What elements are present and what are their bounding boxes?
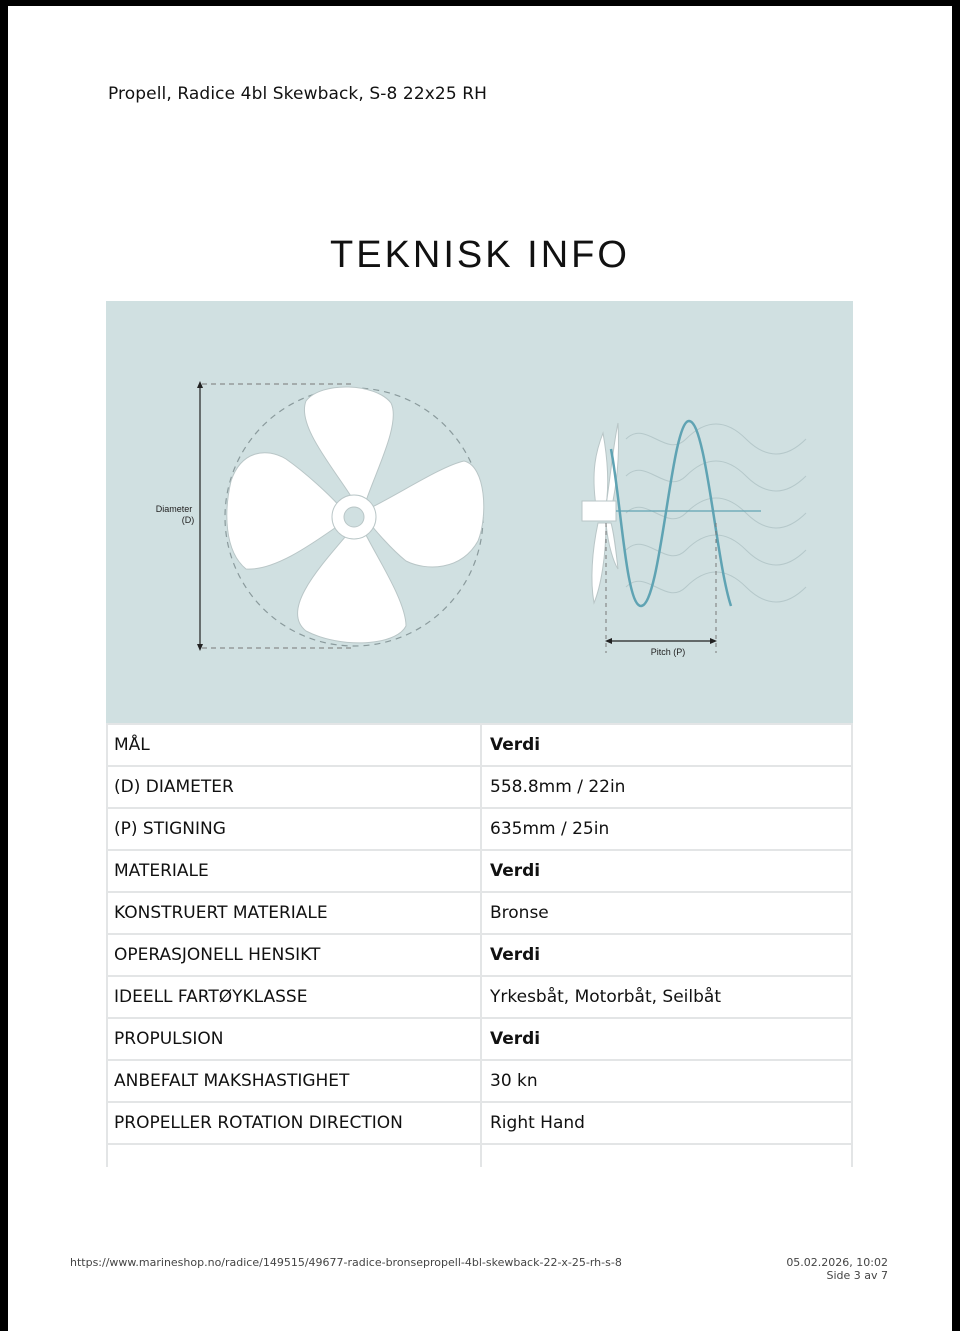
section-title: TEKNISK INFO (330, 234, 630, 276)
table-row (107, 1060, 852, 1102)
table-row (107, 1018, 852, 1060)
spec-label: (D) DIAMETER (107, 766, 481, 808)
document-title: Propell, Radice 4bl Skewback, S-8 22x25 RH (108, 84, 488, 104)
footer-url: https://www.marineshop.no/radice/149515/49677-radice-bronsepropell-4bl-skewback-22-x-25-rh-s-8 (70, 1256, 622, 1269)
spec-value: Verdi (481, 1018, 852, 1060)
footer-date: 05.02.2026, 10:02 (786, 1256, 888, 1269)
footer-meta (786, 1256, 888, 1282)
pitch-wave (611, 421, 731, 606)
spec-label: MATERIALE (107, 850, 481, 892)
table-row (107, 976, 852, 1018)
propeller-blade (304, 387, 393, 501)
footer-page-number: Side 3 av 7 (826, 1269, 888, 1282)
spec-value: Yrkesbåt, Motorbåt, Seilbåt (481, 976, 852, 1018)
spec-value: 30 kn (481, 1060, 852, 1102)
table-row (107, 892, 852, 934)
spec-label: OPERASJONELL HENSIKT (107, 934, 481, 976)
table-row (107, 1144, 852, 1167)
propeller-side-blade (592, 523, 606, 603)
document-page (8, 6, 952, 1331)
diameter-label-symbol: (D) (181, 515, 195, 525)
spec-label: ANBEFALT MAKSHASTIGHET (107, 1060, 481, 1102)
table-row (107, 1102, 852, 1144)
spec-value: Right Hand (481, 1102, 852, 1144)
spec-label: IDEELL FARTØYKLASSE (107, 976, 481, 1018)
spec-label: PROPULSION (107, 1018, 481, 1060)
propeller-side-blade (606, 523, 618, 569)
propeller-blade (227, 453, 342, 569)
spec-value: 635mm / 25in (481, 808, 852, 850)
propeller-blade (297, 531, 406, 643)
spec-label: PROPELLER ROTATION DIRECTION (107, 1102, 481, 1144)
table-row (107, 808, 852, 850)
propeller-blade (368, 461, 484, 567)
spec-value: Verdi (481, 934, 852, 976)
spec-label: (P) STIGNING (107, 808, 481, 850)
propeller-side-hub (582, 501, 616, 521)
spec-label: MÅL (107, 724, 481, 766)
pitch-label: Pitch (P) (650, 647, 686, 657)
spec-value: 558.8mm / 22in (481, 766, 852, 808)
spec-table (106, 723, 853, 1167)
spec-value: Verdi (481, 850, 852, 892)
propeller-side-blade (594, 433, 608, 506)
table-row (107, 766, 852, 808)
propeller-illustration (106, 301, 853, 723)
diameter-label: Diameter (155, 504, 193, 514)
spec-value: Verdi (481, 724, 852, 766)
table-row (107, 934, 852, 976)
spec-value: Bronse (481, 892, 852, 934)
propeller-hub-bore (344, 507, 364, 527)
spec-label: KONSTRUERT MATERIALE (107, 892, 481, 934)
table-row (107, 850, 852, 892)
table-row (107, 724, 852, 766)
propeller-diagram (106, 301, 853, 723)
